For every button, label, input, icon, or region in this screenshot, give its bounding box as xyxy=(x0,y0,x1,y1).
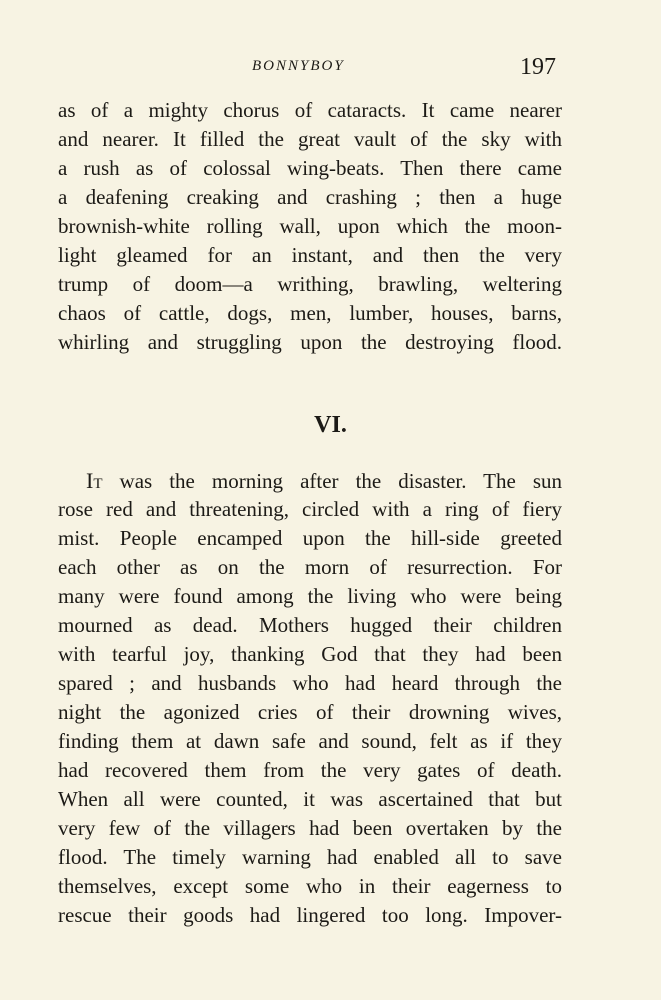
text-line: many were found among the living who were being xyxy=(58,584,562,608)
text-line: a rush as of colossal wing-beats. Then there came xyxy=(58,156,562,180)
text-line: each other as on the morn of resurrection. For xyxy=(58,555,562,579)
text-line: flood. The timely warning had enabled all to save xyxy=(58,845,562,869)
text-line: spared ; and husbands who had heard through the xyxy=(58,671,562,695)
text-line: a deafening creaking and crashing ; then a huge xyxy=(58,185,562,209)
text-line: whirling and struggling upon the destroying flood. xyxy=(58,330,562,354)
running-title: BONNYBOY xyxy=(252,58,345,74)
text-line: mist. People encamped upon the hill-side greeted xyxy=(58,526,562,550)
text-line: very few of the villagers had been overtaken by the xyxy=(58,816,562,840)
page-number: 197 xyxy=(520,54,556,80)
text-line: trump of doom—a writhing, brawling, weltering xyxy=(58,272,562,296)
text-line: themselves, except some who in their eagerness to xyxy=(58,874,562,898)
text-line: had recovered them from the very gates of death. xyxy=(58,758,562,782)
first-line-text: was the morning after the disaster. The sun xyxy=(102,469,562,493)
small-caps-opening: It xyxy=(86,468,103,493)
text-line: night the agonized cries of their drowning wives, xyxy=(58,700,562,724)
chapter-heading: VI. xyxy=(314,412,347,438)
text-line: rose red and threatening, circled with a ring of fiery xyxy=(58,497,562,521)
text-line-first xyxy=(58,466,562,495)
text-line: mourned as dead. Mothers hugged their children xyxy=(58,613,562,637)
paragraph-continuation xyxy=(58,96,562,357)
text-line: brownish-white rolling wall, upon which the moon- xyxy=(58,214,562,238)
text-line: light gleamed for an instant, and then the very xyxy=(58,243,562,267)
text-line: When all were counted, it was ascertained that but xyxy=(58,787,562,811)
text-line: as of a mighty chorus of cataracts. It came nearer xyxy=(58,98,562,122)
text-line: finding them at dawn safe and sound, felt as if they xyxy=(58,729,562,753)
chapter-paragraph xyxy=(58,466,562,930)
text-line: chaos of cattle, dogs, men, lumber, houses, barns, xyxy=(58,301,562,325)
running-head xyxy=(0,56,661,82)
text-line: rescue their goods had lingered too long. Impover- xyxy=(58,903,562,927)
text-line: with tearful joy, thanking God that they had been xyxy=(58,642,562,666)
text-line: and nearer. It filled the great vault of the sky with xyxy=(58,127,562,151)
